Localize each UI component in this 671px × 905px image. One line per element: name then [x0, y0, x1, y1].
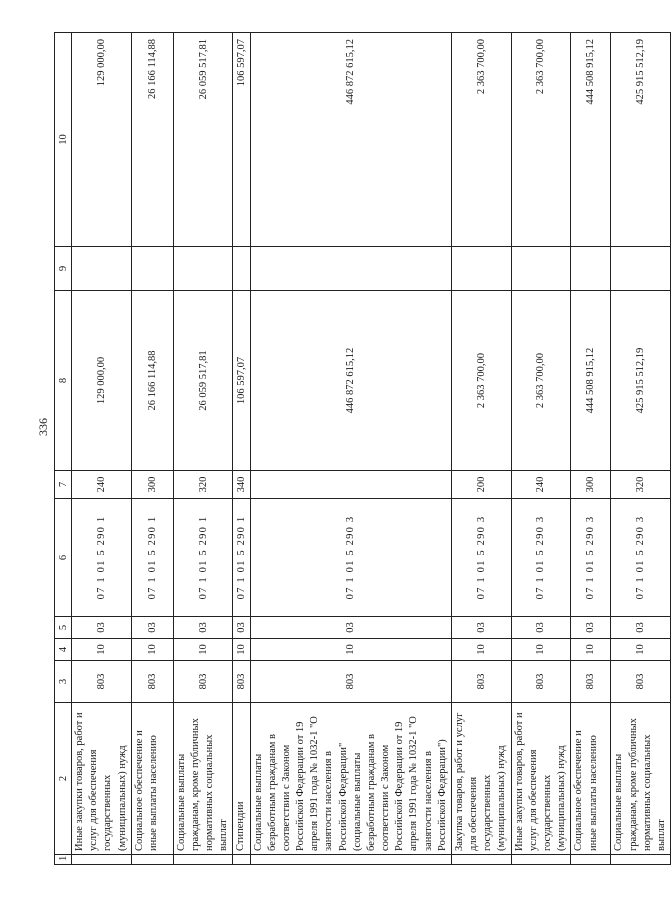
subsection-cell: 03: [571, 617, 611, 639]
empty-cell: [233, 247, 250, 291]
section-cell: 10: [173, 639, 233, 661]
section-cell: 10: [131, 639, 173, 661]
expense-type-cell: 300: [131, 471, 173, 499]
column-header: 4: [55, 639, 72, 661]
row-number-cell: [511, 855, 571, 865]
row-name-cell: Социальные выплаты гражданам, кроме публичных нормативных социальных выплат: [173, 703, 233, 855]
expense-type-cell: 240: [511, 471, 571, 499]
row-name-cell: Социальное обеспечение и иные выплаты населению: [131, 703, 173, 855]
row-number-cell: [173, 855, 233, 865]
empty-cell: [611, 247, 671, 291]
section-cell: 10: [72, 639, 132, 661]
section-cell: 10: [451, 639, 511, 661]
total-cell: 444 508 915,12: [571, 33, 611, 247]
row-number-cell: [611, 855, 671, 865]
admin-code-cell: 803: [571, 661, 611, 703]
expense-type-cell: 320: [173, 471, 233, 499]
row-number-cell: [233, 855, 250, 865]
column-header: 6: [55, 499, 72, 617]
section-cell: 10: [611, 639, 671, 661]
admin-code-cell: 803: [511, 661, 571, 703]
subsection-cell: 03: [233, 617, 250, 639]
amount-cell: 26 059 517,81: [173, 291, 233, 471]
admin-code-cell: 803: [611, 661, 671, 703]
subsection-cell: 03: [611, 617, 671, 639]
subsection-cell: 03: [173, 617, 233, 639]
expense-type-cell: 240: [72, 471, 132, 499]
amount-cell: 106 597,07: [233, 291, 250, 471]
section-cell: 10: [571, 639, 611, 661]
target-article-cell: 07 1 01 5 290 1: [233, 499, 250, 617]
row-name-cell: Иные закупки товаров, работ и услуг для обеспечения государственных (муниципальных) нужд: [72, 703, 132, 855]
row-name-cell: Социальное обеспечение и иные выплаты населению: [571, 703, 611, 855]
admin-code-cell: 803: [72, 661, 132, 703]
expense-type-cell: 300: [571, 471, 611, 499]
subsection-cell: 03: [511, 617, 571, 639]
table-row: [451, 33, 511, 865]
amount-cell: 26 166 114,88: [131, 291, 173, 471]
expense-type-cell: [250, 471, 451, 499]
header-row: [55, 33, 72, 865]
expense-type-cell: 340: [233, 471, 250, 499]
empty-cell: [571, 247, 611, 291]
target-article-cell: 07 1 01 5 290 1: [72, 499, 132, 617]
total-cell: 106 597,07: [233, 33, 250, 247]
admin-code-cell: 803: [250, 661, 451, 703]
target-article-cell: 07 1 01 5 290 3: [611, 499, 671, 617]
column-header: 5: [55, 617, 72, 639]
page-number: 336: [36, 418, 50, 436]
row-name-cell: Социальные выплаты безработным гражданам в соответствии с Законом Российской Федерации от 19 апреля 1991 года № 1032-1 "О занятости населения в Российской Федерации" (социальные выплаты безработным гражданам в соответствии с Законом Российской Федерации от 19 апреля 1991 года № 1032-1 "О занятости населения в Российской Федерации"): [250, 703, 451, 855]
row-number-cell: [571, 855, 611, 865]
row-name-cell: Социальные выплаты гражданам, кроме публичных нормативных социальных выплат: [611, 703, 671, 855]
empty-cell: [72, 247, 132, 291]
table-row: [72, 33, 132, 865]
expense-type-cell: 320: [611, 471, 671, 499]
section-cell: 10: [233, 639, 250, 661]
target-article-cell: 07 1 01 5 290 1: [131, 499, 173, 617]
target-article-cell: 07 1 01 5 290 3: [250, 499, 451, 617]
admin-code-cell: 803: [233, 661, 250, 703]
amount-cell: 444 508 915,12: [571, 291, 611, 471]
column-header: 1: [55, 855, 72, 865]
subsection-cell: 03: [250, 617, 451, 639]
amount-cell: 129 000,00: [72, 291, 132, 471]
total-cell: 26 059 517,81: [173, 33, 233, 247]
section-cell: 10: [250, 639, 451, 661]
amount-cell: 425 915 512,19: [611, 291, 671, 471]
amount-cell: 2 363 700,00: [511, 291, 571, 471]
row-name-cell: Иные закупки товаров, работ и услуг для обеспечения государственных (муниципальных) нужд: [511, 703, 571, 855]
rotated-page: [54, 35, 667, 865]
admin-code-cell: 803: [451, 661, 511, 703]
section-cell: 10: [511, 639, 571, 661]
row-name-cell: Стипендии: [233, 703, 250, 855]
empty-cell: [451, 247, 511, 291]
row-name-cell: Закупка товаров, работ и услуг для обеспечения государственных (муниципальных) нужд: [451, 703, 511, 855]
total-cell: 129 000,00: [72, 33, 132, 247]
budget-table: [54, 32, 671, 865]
row-number-cell: [72, 855, 132, 865]
row-number-cell: [131, 855, 173, 865]
empty-cell: [250, 247, 451, 291]
table-row: [250, 33, 451, 865]
column-header: 8: [55, 291, 72, 471]
table-row: [131, 33, 173, 865]
total-cell: 446 872 615,12: [250, 33, 451, 247]
total-cell: 26 166 114,88: [131, 33, 173, 247]
table-row: [233, 33, 250, 865]
amount-cell: 446 872 615,12: [250, 291, 451, 471]
column-header: 10: [55, 33, 72, 247]
admin-code-cell: 803: [173, 661, 233, 703]
expense-type-cell: 200: [451, 471, 511, 499]
table-row: [511, 33, 571, 865]
column-header: 7: [55, 471, 72, 499]
target-article-cell: 07 1 01 5 290 3: [511, 499, 571, 617]
target-article-cell: 07 1 01 5 290 1: [173, 499, 233, 617]
subsection-cell: 03: [451, 617, 511, 639]
row-number-cell: [451, 855, 511, 865]
target-article-cell: 07 1 01 5 290 3: [451, 499, 511, 617]
subsection-cell: 03: [72, 617, 132, 639]
subsection-cell: 03: [131, 617, 173, 639]
amount-cell: 2 363 700,00: [451, 291, 511, 471]
table-row: [611, 33, 671, 865]
row-number-cell: [250, 855, 451, 865]
table-row: [173, 33, 233, 865]
empty-cell: [131, 247, 173, 291]
empty-cell: [173, 247, 233, 291]
total-cell: 2 363 700,00: [511, 33, 571, 247]
table-row: [571, 33, 611, 865]
column-header: 9: [55, 247, 72, 291]
column-header: 3: [55, 661, 72, 703]
column-header: 2: [55, 703, 72, 855]
target-article-cell: 07 1 01 5 290 3: [571, 499, 611, 617]
total-cell: 2 363 700,00: [451, 33, 511, 247]
total-cell: 425 915 512,19: [611, 33, 671, 247]
empty-cell: [511, 247, 571, 291]
admin-code-cell: 803: [131, 661, 173, 703]
